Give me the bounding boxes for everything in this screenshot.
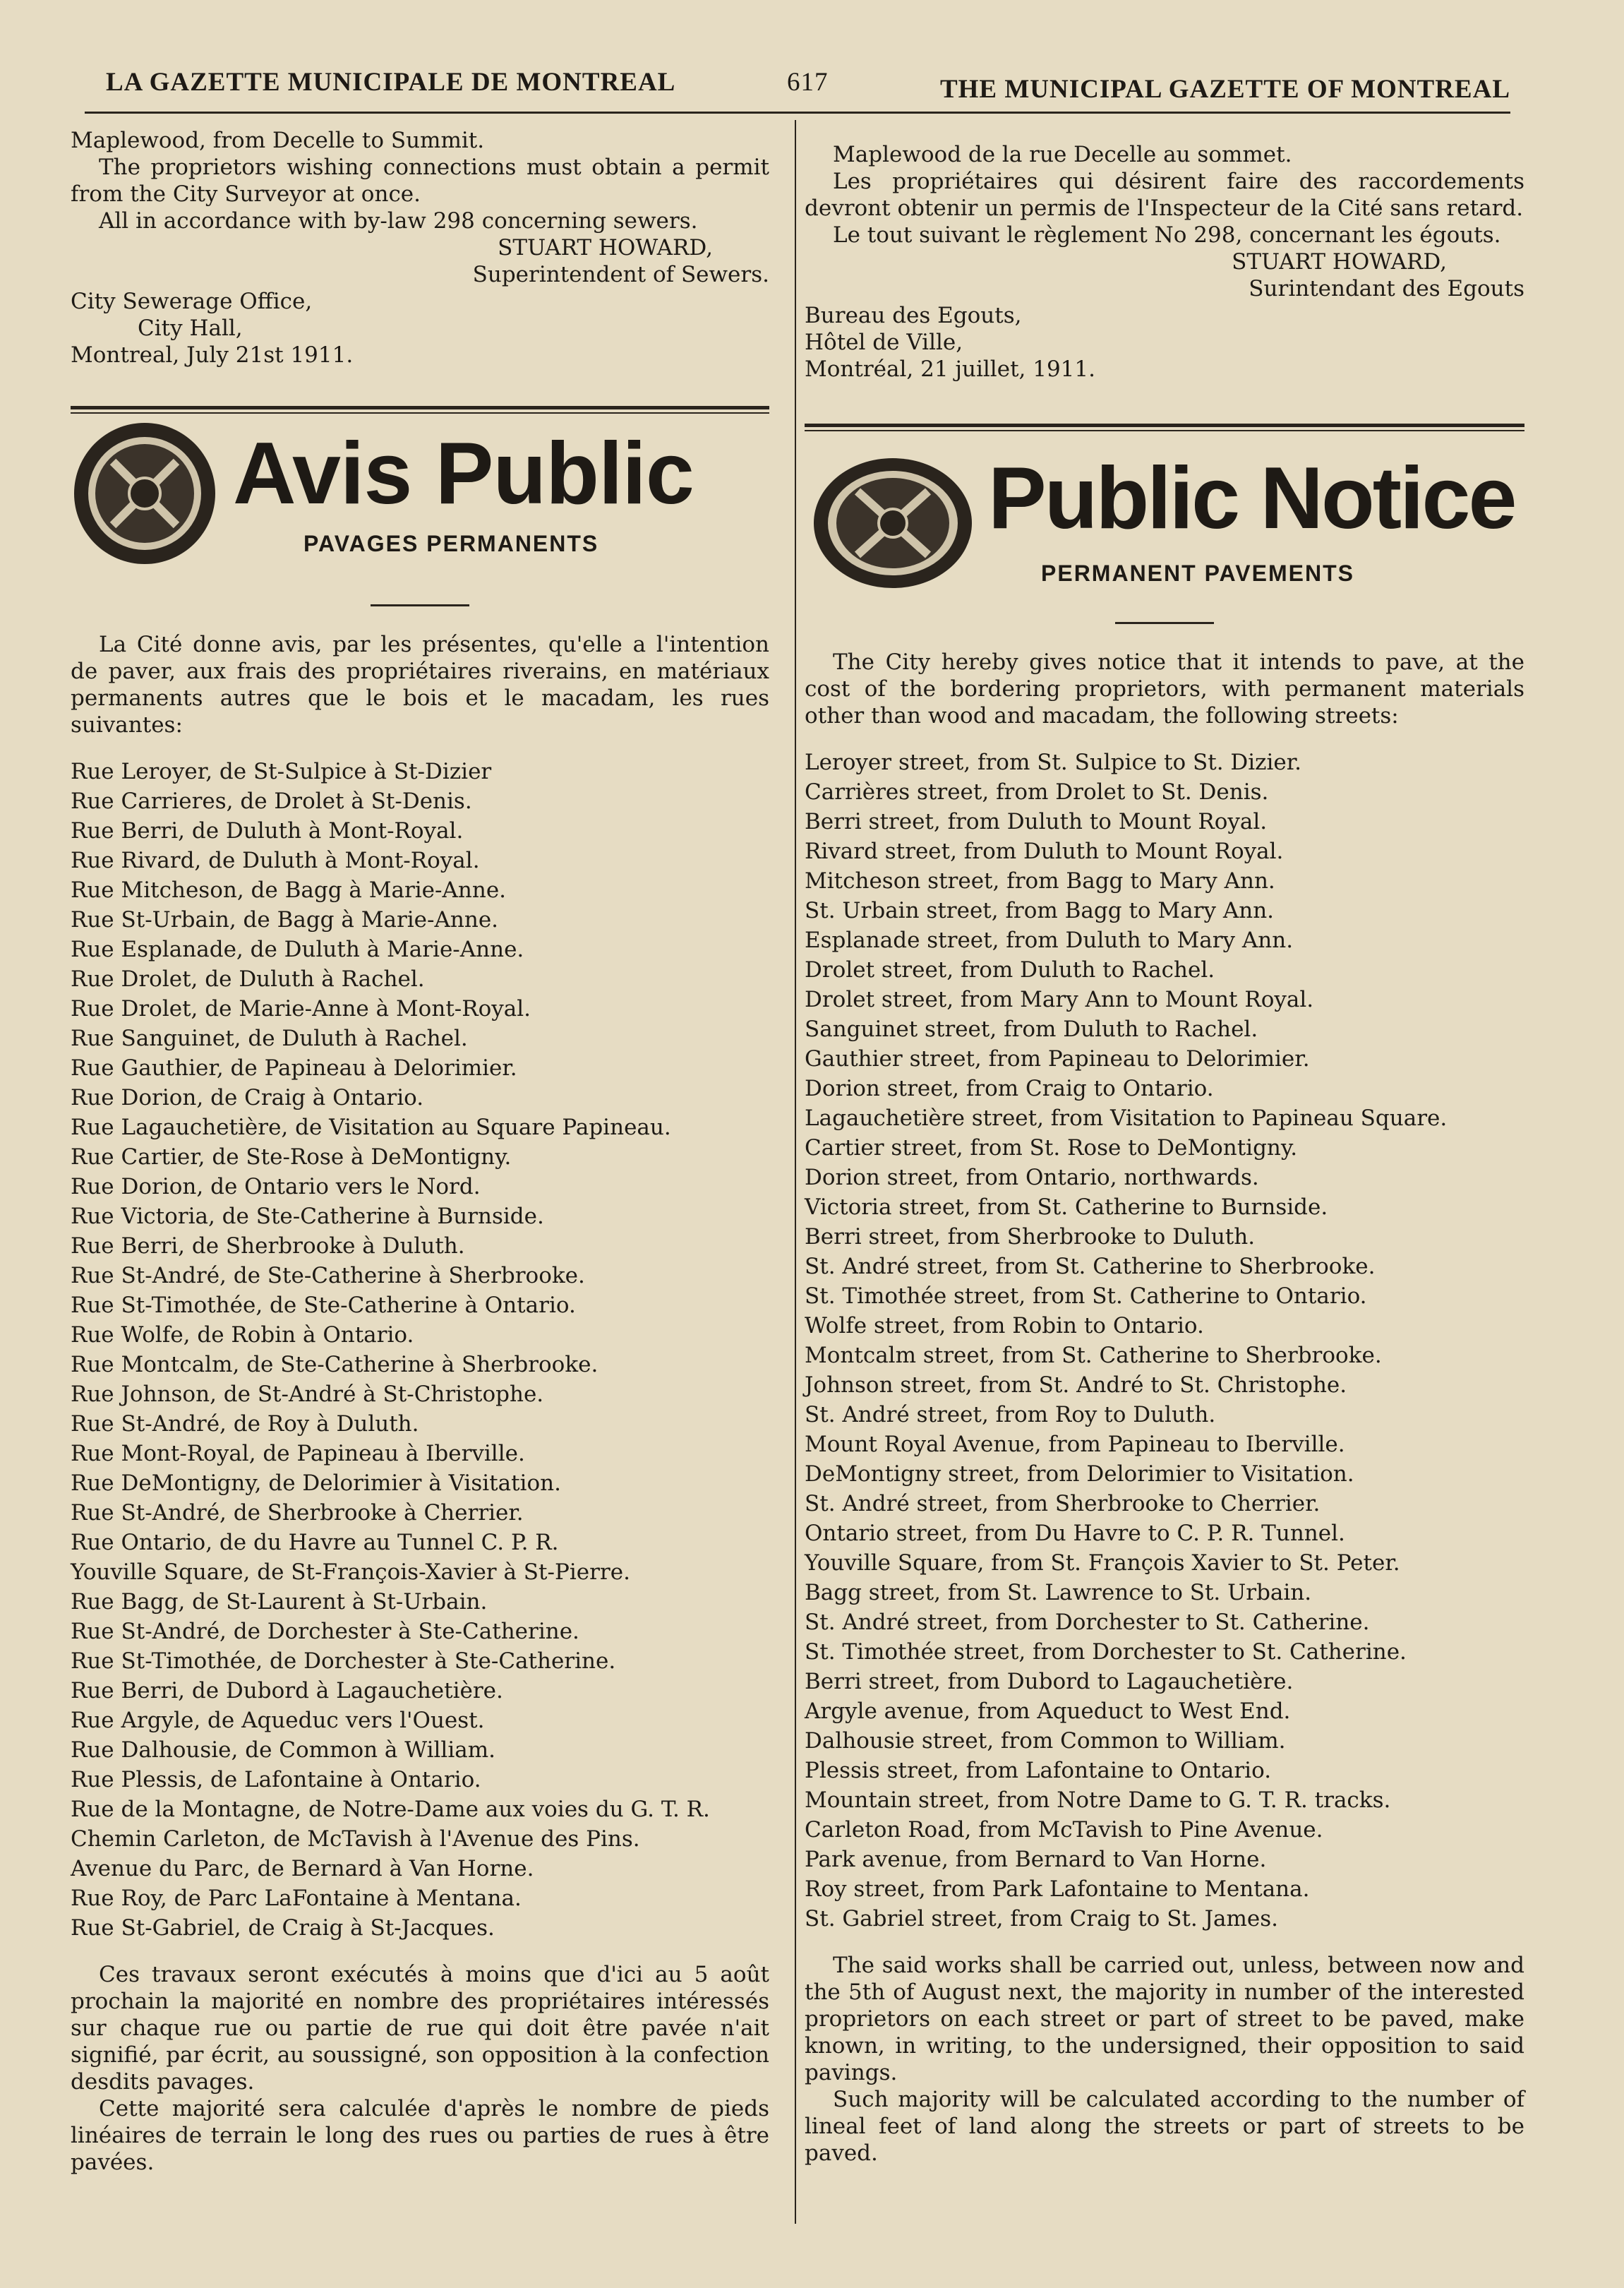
section-rule-thick bbox=[805, 424, 1524, 427]
list-item: Rue de la Montagne, de Notre-Dame aux voies du G. T. R. bbox=[71, 1797, 710, 1822]
list-item: Victoria street, from St. Catherine to Burnside. bbox=[805, 1194, 1328, 1220]
list-item: Rue St-Urbain, de Bagg à Marie-Anne. bbox=[71, 907, 499, 933]
list-item: Drolet street, from Mary Ann to Mount Royal. bbox=[805, 987, 1314, 1012]
sewer-street-line: Maplewood de la rue Decelle au sommet. bbox=[833, 142, 1292, 167]
sewer-bylaw-paragraph: All in accordance with by-law 298 concerning sewers. bbox=[99, 208, 698, 234]
list-item: St. Timothée street, from Dorchester to St. Catherine. bbox=[805, 1639, 1407, 1665]
list-item: Wolfe street, from Robin to Ontario. bbox=[805, 1313, 1204, 1338]
list-item: Lagauchetière street, from Visitation to Papineau Square. bbox=[805, 1106, 1448, 1131]
list-item: Leroyer street, from St. Sulpice to St. Dizier. bbox=[805, 750, 1302, 775]
list-item: Mountain street, from Notre Dame to G. T. R. tracks. bbox=[805, 1787, 1391, 1813]
list-item: Rue Dorion, de Craig à Ontario. bbox=[71, 1085, 424, 1110]
avis-public-subtitle: PAVAGES PERMANENTS bbox=[303, 531, 599, 556]
signer-title: Surintendant des Egouts bbox=[1249, 276, 1524, 301]
avis-public-title: Avis Public bbox=[233, 425, 694, 522]
notice-date: Montréal, 21 juillet, 1911. bbox=[805, 357, 1095, 382]
sewer-permit-paragraph: The proprietors wishing connections must obtain a permit from the City Surveyor at once. bbox=[71, 155, 769, 207]
list-item: Dalhousie street, from Common to William. bbox=[805, 1728, 1286, 1754]
list-item: Rue Plessis, de Lafontaine à Ontario. bbox=[71, 1767, 481, 1792]
list-item: Avenue du Parc, de Bernard à Van Horne. bbox=[71, 1856, 534, 1881]
sewer-bylaw-paragraph: Le tout suivant le règlement No 298, concernant les égouts. bbox=[833, 222, 1501, 248]
list-item: Roy street, from Park Lafontaine to Mentana. bbox=[805, 1876, 1310, 1902]
public-notice-closing: The said works shall be carried out, unless, between now and the 5th of August next, the majority in number of the interested proprietors on each street or part of street to be paved, make known, in writing, to the undersigned, their opposition to said pavings. bbox=[805, 1953, 1524, 2085]
public-notice-street-list bbox=[805, 748, 1524, 1934]
signer-title: Superintendent of Sewers. bbox=[472, 262, 769, 287]
header-rule bbox=[85, 112, 1510, 114]
sewer-notice-french bbox=[805, 141, 1524, 424]
list-item: Berri street, from Duluth to Mount Royal. bbox=[805, 809, 1268, 834]
section-rule-thick bbox=[71, 406, 769, 409]
notice-date: Montreal, July 21st 1911. bbox=[71, 342, 354, 368]
list-item: St. Gabriel street, from Craig to St. James. bbox=[805, 1906, 1279, 1931]
list-item: Rue Cartier, de Ste-Rose à DeMontigny. bbox=[71, 1144, 512, 1170]
list-item: St. André street, from St. Catherine to Sherbrooke. bbox=[805, 1254, 1376, 1279]
list-item: Rue St-Timothée, de Dorchester à Ste-Catherine. bbox=[71, 1648, 616, 1674]
list-item: Rue Roy, de Parc LaFontaine à Mentana. bbox=[71, 1886, 522, 1911]
list-item: Rue Sanguinet, de Duluth à Rachel. bbox=[71, 1026, 468, 1051]
list-item: Rue Ontario, de du Havre au Tunnel C. P. R. bbox=[71, 1530, 559, 1555]
list-item: Rue Wolfe, de Robin à Ontario. bbox=[71, 1322, 414, 1348]
list-item: Rue Drolet, de Marie-Anne à Mont-Royal. bbox=[71, 996, 531, 1022]
public-notice-subtitle: PERMANENT PAVEMENTS bbox=[1041, 561, 1354, 586]
list-item: Montcalm street, from St. Catherine to Sherbrooke. bbox=[805, 1343, 1382, 1368]
public-notice-intro: The City hereby gives notice that it intends to pave, at the cost of the bordering proprietors, with permanent materials other than wood and macadam, the following streets: bbox=[805, 649, 1524, 729]
list-item: Rue Victoria, de Ste-Catherine à Burnside. bbox=[71, 1204, 544, 1229]
list-item: Rue Berri, de Dubord à Lagauchetière. bbox=[71, 1678, 503, 1703]
city-seal-icon bbox=[71, 419, 219, 568]
list-item: St. André street, from Roy to Duluth. bbox=[805, 1402, 1216, 1427]
sewer-permit-paragraph: Les propriétaires qui désirent faire des raccordements devront obtenir un permis de l'Inspecteur de la Cité sans retard. bbox=[805, 169, 1524, 221]
signer-name: STUART HOWARD, bbox=[498, 235, 713, 260]
office-hall: Hôtel de Ville, bbox=[805, 330, 963, 355]
list-item: Bagg street, from St. Lawrence to St. Urbain. bbox=[805, 1580, 1312, 1605]
list-item: St. André street, from Dorchester to St. Catherine. bbox=[805, 1610, 1370, 1635]
list-item: Rue Gauthier, de Papineau à Delorimier. bbox=[71, 1055, 517, 1081]
list-item: St. André street, from Sherbrooke to Cherrier. bbox=[805, 1491, 1321, 1516]
office-hall: City Hall, bbox=[138, 316, 243, 341]
list-item: St. Timothée street, from St. Catherine to Ontario. bbox=[805, 1283, 1367, 1309]
header-french-title: LA GAZETTE MUNICIPALE DE MONTREAL bbox=[106, 68, 676, 97]
list-item: Plessis street, from Lafontaine to Ontario. bbox=[805, 1758, 1272, 1783]
public-notice-heading bbox=[805, 431, 1524, 594]
list-item: Rue Montcalm, de Ste-Catherine à Sherbrooke. bbox=[71, 1352, 599, 1377]
list-item: Johnson street, from St. André to St. Christophe. bbox=[805, 1372, 1347, 1398]
list-item: St. Urbain street, from Bagg to Mary Ann. bbox=[805, 898, 1275, 923]
list-item: Carleton Road, from McTavish to Pine Avenue. bbox=[805, 1817, 1323, 1843]
city-seal-icon bbox=[808, 453, 978, 594]
list-item: Rue Mitcheson, de Bagg à Marie-Anne. bbox=[71, 878, 507, 903]
list-item: Argyle avenue, from Aqueduct to West End. bbox=[805, 1699, 1291, 1724]
list-item: Rue Dalhousie, de Common à William. bbox=[71, 1737, 495, 1763]
list-item: Rue Berri, de Sherbrooke à Duluth. bbox=[71, 1233, 465, 1259]
list-item: Rue Bagg, de St-Laurent à St-Urbain. bbox=[71, 1589, 488, 1615]
left-column bbox=[71, 127, 769, 2176]
list-item: Drolet street, from Duluth to Rachel. bbox=[805, 957, 1215, 983]
list-item: Rue St-André, de Sherbrooke à Cherrier. bbox=[71, 1500, 524, 1526]
list-item: Mitcheson street, from Bagg to Mary Ann. bbox=[805, 868, 1275, 894]
list-item: Sanguinet street, from Duluth to Rachel. bbox=[805, 1017, 1258, 1042]
list-item: Rue Dorion, de Ontario vers le Nord. bbox=[71, 1174, 481, 1199]
list-item: Rue St-Gabriel, de Craig à St-Jacques. bbox=[71, 1915, 495, 1941]
list-item: Rue Lagauchetière, de Visitation au Square Papineau. bbox=[71, 1115, 671, 1140]
list-item: Rue Argyle, de Aqueduc vers l'Ouest. bbox=[71, 1708, 485, 1733]
page-header bbox=[106, 67, 1510, 109]
list-item: Rue St-André, de Roy à Duluth. bbox=[71, 1411, 419, 1437]
list-item: Esplanade street, from Duluth to Mary Ann. bbox=[805, 928, 1294, 953]
avis-majority-paragraph: Cette majorité sera calculée d'après le nombre de pieds linéaires de terrain le long des rues ou parties de rues à être pavées. bbox=[71, 2096, 769, 2175]
list-item: Rue Rivard, de Duluth à Mont-Royal. bbox=[71, 848, 480, 873]
list-item: Youville Square, de St-François-Xavier à St-Pierre. bbox=[71, 1559, 630, 1585]
sewer-street-line: Maplewood, from Decelle to Summit. bbox=[71, 128, 485, 153]
list-item: Rue St-André, de Ste-Catherine à Sherbrooke. bbox=[71, 1263, 585, 1288]
public-notice-title: Public Notice bbox=[988, 450, 1515, 547]
list-item: Rue Leroyer, de St-Sulpice à St-Dizier bbox=[71, 759, 492, 784]
avis-public-heading bbox=[71, 414, 769, 576]
avis-intro-paragraph: La Cité donne avis, par les présentes, qu'elle a l'intention de paver, aux frais des propriétaires riverains, en matériaux permanents autres que le bois et le macadam, les rues suivantes: bbox=[71, 632, 769, 738]
list-item: Rue Esplanade, de Duluth à Marie-Anne. bbox=[71, 937, 524, 962]
sewer-notice-english bbox=[71, 127, 769, 406]
list-item: Gauthier street, from Papineau to Delorimier. bbox=[805, 1046, 1310, 1072]
list-item: DeMontigny street, from Delorimier to Visitation. bbox=[805, 1461, 1354, 1487]
header-english-title: THE MUNICIPAL GAZETTE OF MONTREAL bbox=[939, 75, 1510, 104]
list-item: Rue DeMontigny, de Delorimier à Visitation. bbox=[71, 1471, 561, 1496]
list-item: Park avenue, from Bernard to Van Horne. bbox=[805, 1847, 1267, 1872]
list-item: Berri street, from Dubord to Lagauchetière. bbox=[805, 1669, 1294, 1694]
list-item: Rue St-Timothée, de Ste-Catherine à Ontario. bbox=[71, 1293, 576, 1318]
right-column bbox=[805, 141, 1524, 2167]
list-item: Rue St-André, de Dorchester à Ste-Catherine. bbox=[71, 1619, 579, 1644]
office-name: Bureau des Egouts, bbox=[805, 303, 1022, 328]
list-item: Dorion street, from Craig to Ontario. bbox=[805, 1076, 1214, 1101]
list-item: Carrières street, from Drolet to St. Denis. bbox=[805, 779, 1269, 805]
avis-street-list bbox=[71, 757, 769, 1943]
list-item: Rue Berri, de Duluth à Mont-Royal. bbox=[71, 818, 464, 844]
avis-closing-paragraph: Ces travaux seront exécutés à moins que d'ici au 5 août prochain la majorité en nombre des propriétaires intéressés sur chaque rue ou partie de rue qui doit être pavée n'ait signifié, par écrit, au soussigné, son opposition à la confection desdits pavages. bbox=[71, 1962, 769, 2095]
list-item: Rue Mont-Royal, de Papineau à Iberville. bbox=[71, 1441, 525, 1466]
office-name: City Sewerage Office, bbox=[71, 289, 313, 314]
list-item: Ontario street, from Du Havre to C. P. R. Tunnel. bbox=[805, 1521, 1345, 1546]
list-item: Youville Square, from St. François Xavier to St. Peter. bbox=[805, 1550, 1400, 1576]
list-item: Rue Carrieres, de Drolet à St-Denis. bbox=[71, 789, 472, 814]
list-item: Rue Johnson, de St-André à St-Christophe. bbox=[71, 1382, 544, 1407]
list-item: Berri street, from Sherbrooke to Duluth. bbox=[805, 1224, 1256, 1250]
list-item: Rivard street, from Duluth to Mount Royal. bbox=[805, 839, 1284, 864]
list-item: Dorion street, from Ontario, northwards. bbox=[805, 1165, 1259, 1190]
list-item: Cartier street, from St. Rose to DeMontigny. bbox=[805, 1135, 1298, 1161]
column-divider bbox=[795, 120, 796, 2224]
public-notice-majority: Such majority will be calculated according to the number of lineal feet of land along the streets or part of streets to be paved. bbox=[805, 2087, 1524, 2166]
signer-name: STUART HOWARD, bbox=[1232, 249, 1447, 275]
page-number: 617 bbox=[787, 68, 829, 97]
list-item: Rue Drolet, de Duluth à Rachel. bbox=[71, 966, 425, 992]
list-item: Chemin Carleton, de McTavish à l'Avenue des Pins. bbox=[71, 1826, 640, 1852]
list-item: Mount Royal Avenue, from Papineau to Iberville. bbox=[805, 1432, 1345, 1457]
